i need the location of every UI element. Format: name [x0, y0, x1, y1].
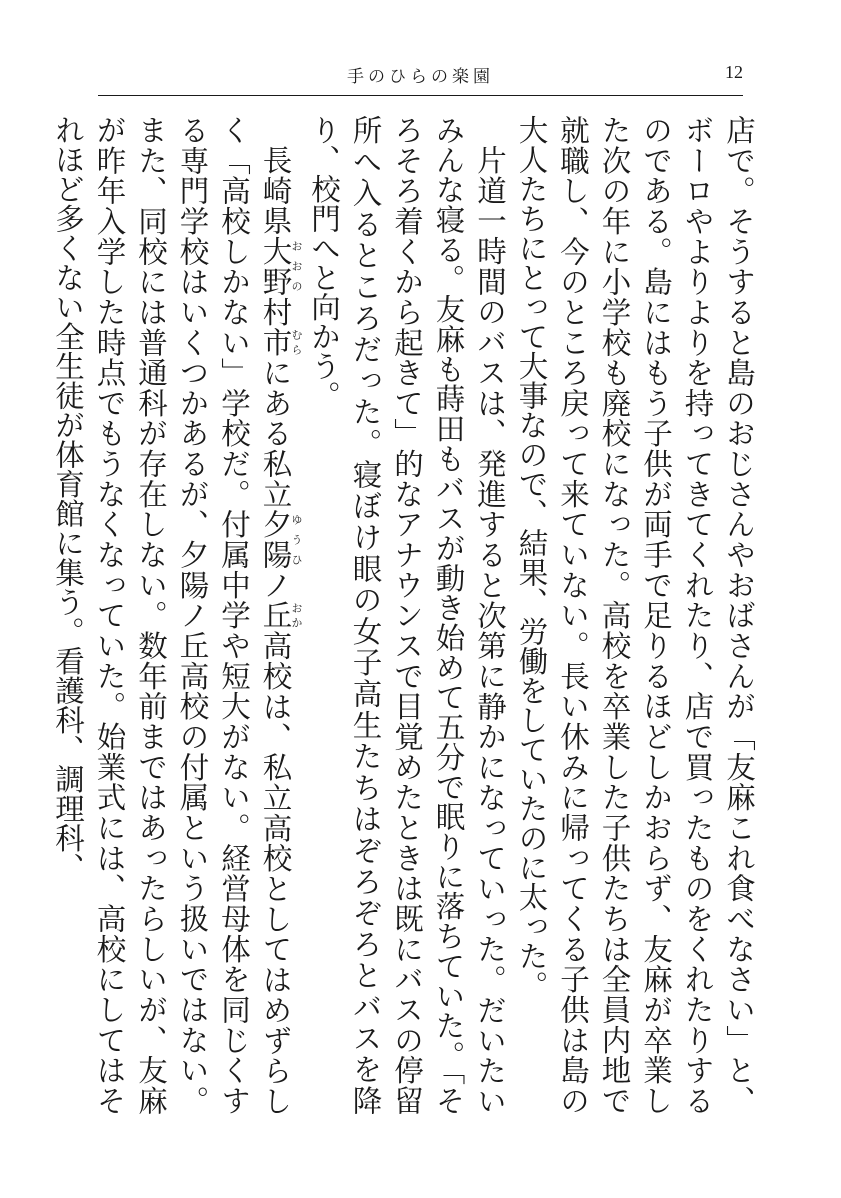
ruby-mura: 市むら — [258, 326, 303, 358]
text-span: にある私立 — [258, 357, 293, 509]
header-rule — [98, 95, 743, 96]
ruby-oono: 大野おおの — [258, 235, 303, 297]
text-span: 長崎県 — [258, 144, 293, 236]
page-number: 12 — [725, 62, 743, 82]
ruby-yuuhi: 夕陽ゆうひ — [258, 508, 303, 570]
text-span: 高校は、私立高校としてはめずらしく「高校しかない」学校だ。付属中学や短大がない。経営母体を同じくする専門学校はいくつかあるが、夕陽ノ丘高校の付属という扱いではない。また、同校には普通科が存在しない。数年前まではあったらしいが、友麻が昨年入学した時点でもうなくなっていた。始業式には、高校にしてはそれほど多くない全生徒が体育館に集う。看護科、調理科、 — [51, 115, 293, 1116]
paragraph-school — [47, 115, 303, 1115]
running-header-title: 手のひらの楽園 — [347, 67, 494, 87]
ruby-oka: 丘おか — [258, 599, 303, 631]
text-span: 村 — [258, 296, 293, 327]
paragraph-continued: 店で。そうすると島のおじさんやおばさんが「友麻これ食べなさい」と、ボーロやよりよりを持ってきてくれたり、店で買ったものをくれたりするのである。島にはもう子供が両手で足りるほどしかおらず、友麻が卒業した次の年に小学校も廃校になった。高校を卒業した子供たちは全員内地で就職し、今のところ戻って来ていない。長い休みに帰ってくる子供は島の大人たちにとって大事なので、結果、労働をしていたのに太った。 — [514, 115, 756, 1115]
body-text — [51, 115, 759, 1116]
text-span: ノ — [258, 569, 293, 600]
paragraph-bus: 片道一時間のバスは、発進すると次第に静かになっていった。だいたいみんな寝る。友麻も蒔田もバスが動き始めて五分で眠りに落ちていた。「そろそろ着くから起きて」的なアナウンスで目覚めたときは既にバスの停留所へ入るところだった。寝ぼけ眼の女子高生たちはぞろぞろとバスを降り、校門へと向かう。 — [307, 115, 507, 1116]
